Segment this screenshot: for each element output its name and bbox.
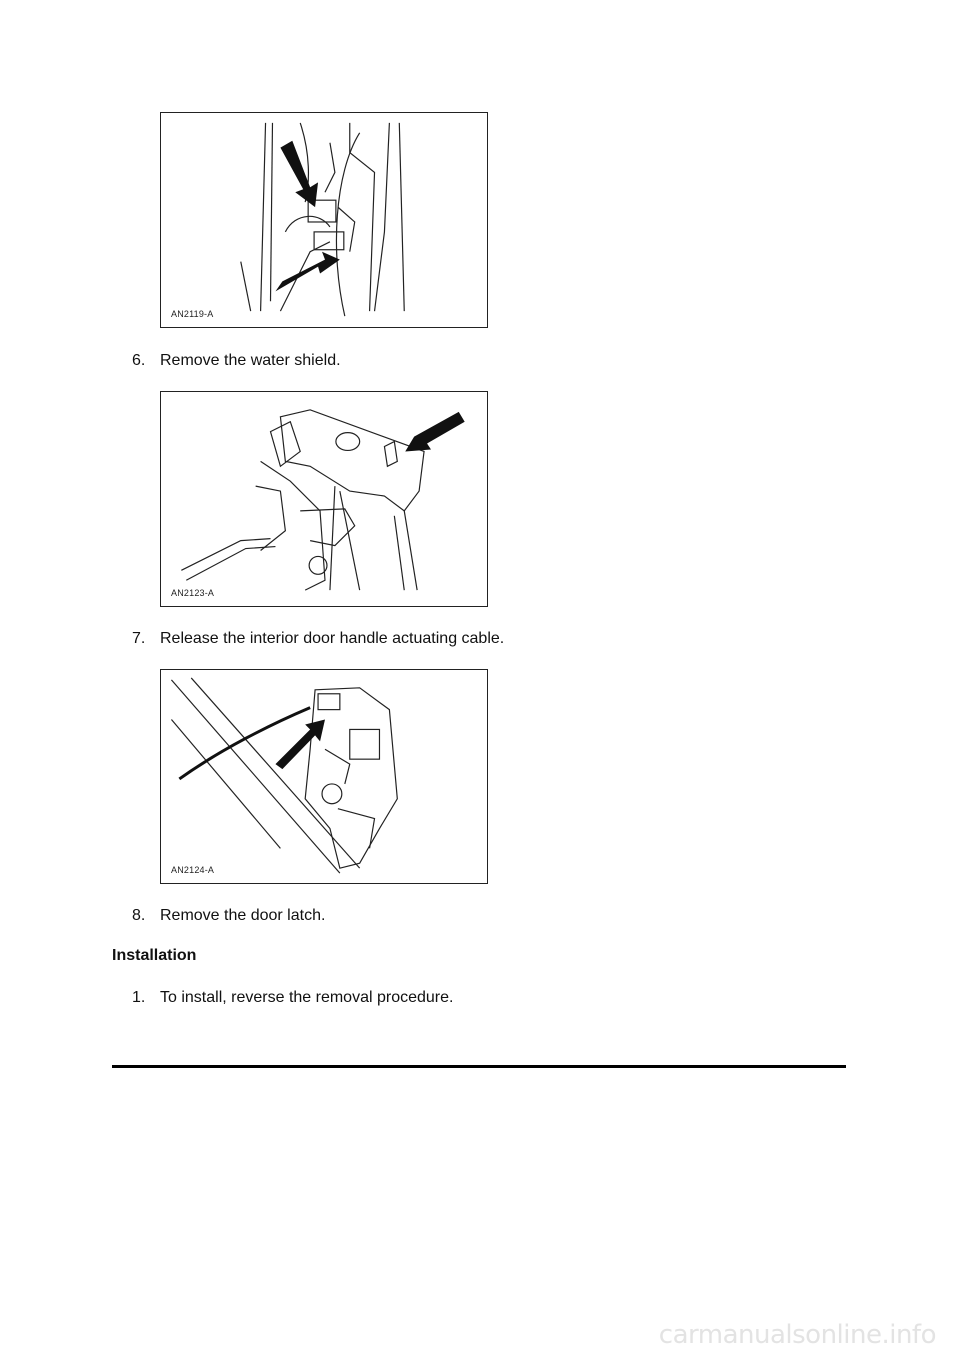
step-text: Remove the water shield. — [160, 352, 341, 369]
figure-id-label: AN2123-A — [171, 588, 215, 598]
step-number: 6. — [132, 352, 146, 369]
section-divider — [112, 1065, 846, 1068]
figure-an2123 — [160, 391, 488, 607]
step-7 — [132, 629, 504, 649]
figure-id-label: AN2119-A — [171, 309, 214, 319]
figure-id-label: AN2124-A — [171, 865, 215, 875]
step-8 — [132, 906, 325, 926]
illustration-water-shield — [161, 392, 487, 606]
section-heading-installation: Installation — [112, 947, 197, 964]
step-number: 8. — [132, 907, 146, 924]
step-text: To install, reverse the removal procedure. — [160, 989, 454, 1006]
figure-an2119 — [160, 112, 488, 328]
figure-an2124 — [160, 669, 488, 884]
step-text: Remove the door latch. — [160, 907, 326, 924]
step-number: 7. — [132, 630, 146, 647]
installation-step-1 — [132, 988, 453, 1008]
illustration-door-latch — [161, 670, 487, 883]
step-number: 1. — [132, 989, 146, 1006]
step-text: Release the interior door handle actuating cable. — [160, 630, 505, 647]
step-6 — [132, 351, 341, 371]
watermark: carmanualsonline.info — [658, 1320, 936, 1350]
illustration-connectors — [161, 113, 487, 327]
